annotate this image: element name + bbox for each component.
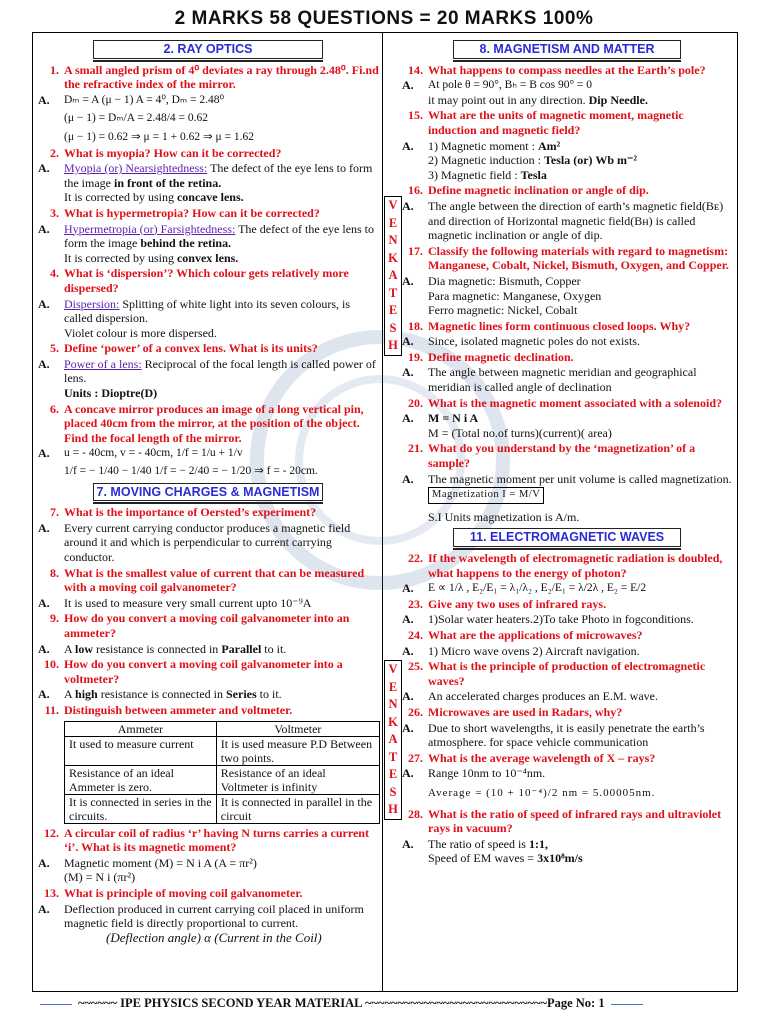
answer: A. At pole θ = 90°, Bₕ = B cos 90° = 0	[402, 78, 593, 93]
answer-line: Ferro magnetic: Nickel, Cobalt	[428, 303, 578, 318]
answer: A. Since, isolated magnetic poles do not exists.	[402, 334, 640, 349]
question: 18. Magnetic lines form continuous closed loops. Why?	[408, 318, 691, 333]
answer: A. Myopia (or) Nearsightedness: The defect of the eye lens to form the image in front of the retina.	[38, 161, 373, 190]
table-cell: It is used measure P.D Between two points.	[216, 736, 379, 765]
answer-line: Para magnetic: Manganese, Oxygen	[428, 288, 602, 303]
answer-line: It is corrected by using concave lens.	[64, 190, 244, 205]
side-letter: T	[388, 749, 398, 764]
table-row	[65, 794, 380, 823]
answer-line: 3) Magnetic field : Tesla	[428, 167, 547, 182]
term-dispersion: Dispersion:	[64, 296, 120, 311]
question: 11. Distinguish between ammeter and voltmeter.	[44, 702, 293, 717]
answer-line: Units : Dioptre(D)	[64, 386, 158, 401]
table-row	[65, 765, 380, 794]
question: 13. What is principle of moving coil galvanometer.	[44, 885, 303, 900]
question: 10. How do you convert a moving coil galvanometer into a voltmeter?	[44, 657, 343, 686]
section-em-waves: 11. ELECTROMAGNETIC WAVES	[453, 528, 681, 547]
side-letter: N	[388, 233, 398, 247]
question: 19. Define magnetic declination.	[408, 349, 574, 364]
answer: A. Power of a lens: Reciprocal of the focal length is called power of lens.	[38, 356, 376, 386]
table-cell: It is connected in parallel in the circuit	[216, 794, 379, 823]
question: 5. Define ‘power’ of a convex lens. What is its units?	[50, 341, 318, 356]
side-letter: S	[389, 320, 397, 335]
side-letter: V	[388, 662, 398, 676]
section-moving-charges: 7. MOVING CHARGES & MAGNETISM	[93, 483, 323, 502]
question: 25. What is the principle of production of electromagnetic waves?	[408, 659, 706, 688]
side-letter: E	[388, 215, 398, 230]
table-header: Ammeter	[65, 721, 217, 736]
answer-line: Violet colour is more dispersed.	[64, 325, 217, 340]
answer-line: (M) = N i (πr²)	[64, 870, 136, 885]
answer-line: M = (Total no.of turns)(current)( area)	[428, 425, 612, 440]
question: 26. Microwaves are used in Radars, why?	[408, 704, 623, 719]
answer: A. The angle between the direction of earth’s magnetic field(Bᴇ) and direction of Horizontal magnetic field(Bʜ) is called magnetic inclination or angle of dip.	[402, 198, 724, 243]
page-footer	[40, 996, 740, 1011]
answer-equation: Average = (10 + 10⁻⁴)/2 nm = 5.00005nm.	[428, 786, 656, 799]
left-column	[36, 36, 380, 945]
answer: A. A high resistance is connected in Series to it.	[38, 687, 282, 702]
answer-line: (μ − 1) = 0.62 ⇒ μ = 1 + 0.62 ⇒ μ = 1.62	[64, 130, 254, 143]
answer: A. An accelerated charges produces an E.M. wave.	[402, 689, 659, 704]
side-letter: E	[388, 767, 398, 781]
answer: A. 1) Micro wave ovens 2) Aircraft navigation.	[402, 643, 640, 658]
answer: A. Deflection produced in current carrying coil placed in uniform magnetic field is directly proportional to current.	[38, 901, 364, 931]
answer-line: Speed of EM waves = 3x10⁸m/s	[428, 851, 583, 866]
side-letter: E	[388, 679, 398, 694]
answer: A. Dₘ = A (μ − 1) A = 4⁰, Dₘ = 2.48⁰	[38, 92, 225, 107]
question: 22. If the wavelength of electromagnetic radiation is doubled, what happens to the energy of photon?	[408, 551, 723, 580]
question: 14. What happens to compass needles at the Earth’s pole?	[408, 62, 706, 77]
question: 15. What are the units of magnetic moment, magnetic induction and magnetic field?	[408, 108, 684, 137]
question: 1. A small angled prism of 4⁰ deviates a ray through 2.48⁰. Fi.nd the refractive index of the mirror.	[50, 62, 379, 92]
term-power: Power of a lens:	[64, 356, 142, 371]
answer-line: S.I Units magnetization is A/m.	[428, 509, 580, 524]
question: 17. Classify the following materials with regard to magnetism: Manganese, Cobalt, Nickel, Bismuth, Oxygen, and Copper.	[408, 243, 729, 273]
question: 9. How do you convert a moving coil galvanometer into an ammeter?	[50, 611, 350, 640]
question: 12. A circular coil of radius ‘r’ having N turns carries a current ‘i’. What is its magnetic moment?	[44, 825, 369, 855]
answer: A. Dispersion: Splitting of white light into its seven colours, is called dispersion.	[38, 296, 351, 326]
answer: A. It is used to measure very small current upto 10⁻⁹A	[38, 595, 312, 610]
question: 3. What is hypermetropia? How can it be corrected?	[50, 205, 320, 220]
question: 8. What is the smallest value of current that can be measured with a moving coil galvanometer?	[50, 565, 365, 595]
footer-rule	[611, 1004, 643, 1005]
side-letter: S	[389, 784, 397, 799]
question: 7. What is the importance of Oersted’s experiment?	[50, 505, 317, 520]
table-header: Voltmeter	[216, 721, 379, 736]
table-cell: It is connected in series in the circuits.	[65, 794, 217, 823]
side-letter: A	[388, 268, 398, 282]
answer: A. 1) Magnetic moment : Am²	[402, 138, 561, 153]
magnetization-formula-box: Magnetization I = M/V	[428, 487, 544, 504]
question: 2. What is myopia? How can it be corrected?	[50, 145, 282, 160]
side-letter: N	[388, 697, 398, 711]
question: 27. What is the average wavelength of X – rays?	[408, 750, 656, 765]
footer-rule	[40, 1004, 72, 1005]
answer: A. 1)Solar water heaters.2)To take Photo in fogconditions.	[402, 612, 694, 627]
page-header: 2 MARKS 58 QUESTIONS = 20 MARKS 100%	[174, 8, 594, 29]
side-letter: H	[388, 338, 398, 352]
footer-text: ~~~~~~ IPE PHYSICS SECOND YEAR MATERIAL ~~~~~~~~~~~~~~~~~~~~~~~~~~~~Page No: 1	[78, 996, 605, 1010]
term-myopia: Myopia (or) Nearsightedness:	[64, 161, 208, 176]
answer: A. Magnetic moment (M) = N i A (A = πr²)	[38, 855, 257, 870]
answer: A. The angle between magnetic meridian and geographical meridian is called angle of declination	[402, 365, 697, 395]
side-letter: K	[388, 250, 398, 265]
question: 20. What is the magnetic moment associated with a solenoid?	[408, 395, 722, 410]
answer: A. Hypermetropia (or) Farsightedness: The defect of the eye lens to form the image behind the retina.	[38, 221, 375, 251]
side-letter: T	[388, 285, 398, 300]
comparison-table	[64, 721, 380, 824]
answer: A. u = - 40cm, v = - 40cm, 1/f = 1/u + 1/v	[38, 446, 243, 461]
answer-line: It is corrected by using convex lens.	[64, 250, 239, 265]
answer-line: 1/f = − 1/40 − 1/40 1/f = − 2/40 = − 1/20 ⇒ f = - 20cm.	[64, 465, 318, 478]
answer: A. Dia magnetic: Bismuth, Copper	[402, 273, 581, 288]
question: 21. What do you understand by the ‘magnetization’ of a sample?	[408, 441, 696, 471]
section-magnetism-matter: 8. MAGNETISM AND MATTER	[453, 40, 681, 59]
answer: A. M = N i A	[402, 411, 479, 426]
question: 4. What is ‘dispersion’? Which colour gets relatively more dispersed?	[50, 266, 349, 295]
answer: A. The ratio of speed is 1:1,	[402, 836, 548, 851]
section-ray-optics: 2. RAY OPTICS	[93, 40, 323, 59]
answer: A. Every current carrying conductor produces a magnetic field around it and which is perpendicular to current carrying conductor.	[38, 520, 351, 564]
table-row	[65, 736, 380, 765]
answer-equation: (Deflection angle) α (Current in the Coil)	[106, 929, 322, 945]
question: 16. Define magnetic inclination or angle of dip.	[408, 183, 649, 198]
answer-line: (μ − 1) = Dₘ/A = 2.48/4 = 0.62	[64, 112, 209, 125]
answer-line: it may point out in any direction. Dip Needle.	[428, 92, 648, 107]
side-letter: E	[388, 303, 398, 317]
answer: A. Range 10nm to 10⁻⁴nm.	[402, 766, 546, 781]
question: 23. Give any two uses of infrared rays.	[408, 596, 607, 611]
answer-line: 2) Magnetic induction : Tesla (or) Wb m⁻²	[428, 153, 637, 168]
answer: A. Due to short wavelengths, it is easily penetrate the earth’s atmosphere. for space vehicle communication	[402, 720, 705, 750]
question: 6. A concave mirror produces an image of a long vertical pin, placed 40cm from the mirror, at the position of the object. Find the focal length of the mirror.	[50, 401, 364, 445]
answer: A. E ∝ 1/λ , E₂/E₁ = λ₁/λ₂ , E₂/E₁ = λ/2λ , E₂ = E/2	[402, 581, 647, 596]
table-cell: Resistance of an ideal Ammeter is zero.	[65, 765, 217, 794]
side-letter: K	[388, 714, 398, 729]
term-hypermetropia: Hypermetropia (or) Farsightedness:	[64, 221, 236, 236]
question: 28. What is the ratio of speed of infrared rays and ultraviolet rays in vacuum?	[408, 806, 722, 836]
side-letter: A	[388, 732, 398, 746]
question: 24. What are the applications of microwaves?	[408, 627, 643, 642]
right-column	[400, 36, 734, 866]
table-cell: Resistance of an ideal Voltmeter is infinity	[216, 765, 379, 794]
answer: A. The magnetic moment per unit volume is called magnetization. Magnetization I = M/V	[400, 472, 734, 504]
answer: A. A low resistance is connected in Parallel to it.	[38, 641, 287, 656]
table-cell: It used to measure current	[65, 736, 217, 765]
side-letter: H	[388, 802, 398, 816]
side-letter: V	[388, 198, 398, 212]
